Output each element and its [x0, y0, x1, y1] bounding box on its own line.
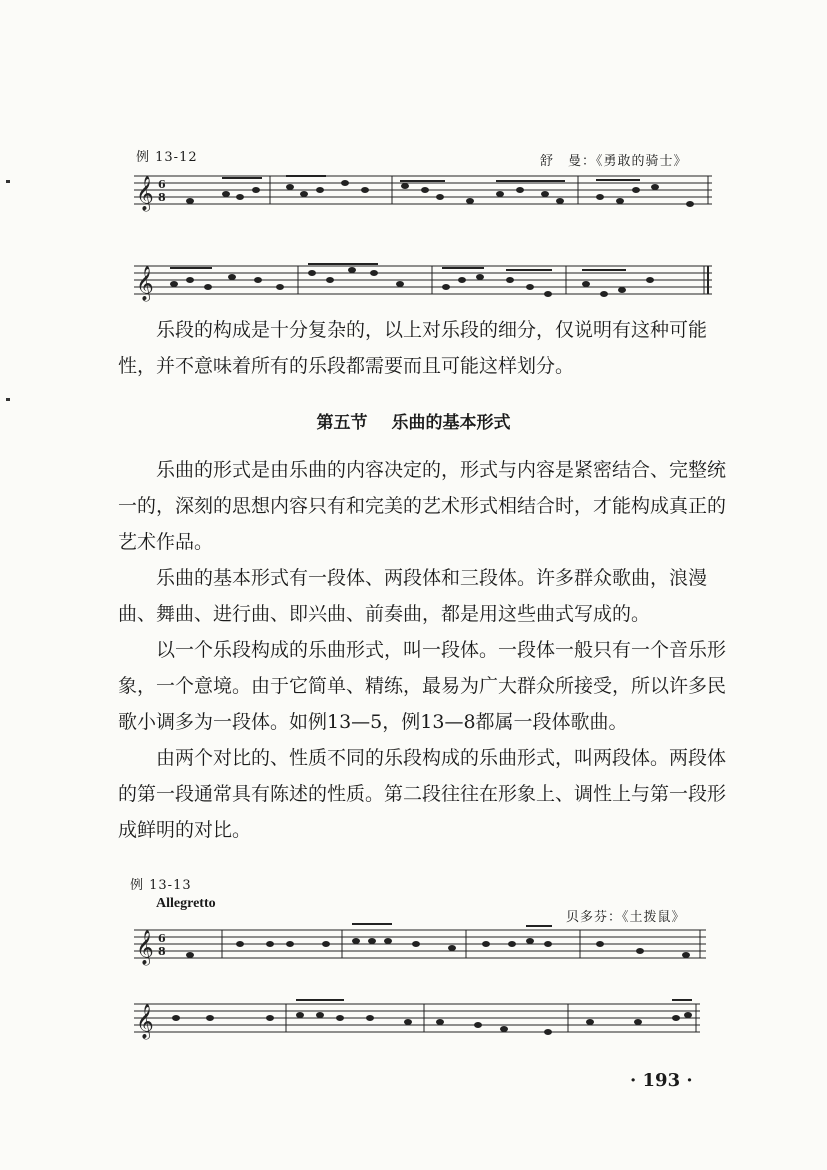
example-label-2: 例 13-13 — [130, 878, 192, 893]
example-attribution: 舒 曼：《勇敢的骑士》 — [540, 154, 688, 169]
staff-3 — [134, 924, 706, 966]
svg-text:8: 8 — [158, 945, 166, 958]
section-title: 乐曲的基本形式 — [391, 413, 511, 433]
staff-2 — [134, 264, 712, 302]
svg-text:𝄞: 𝄞 — [136, 1004, 154, 1039]
paragraph-form-content: 乐曲的形式是由乐曲的内容决定的，形式与内容是紧密结合、完整统一的，深刻的思想内容只有和完美的艺术形式相结合时，才能构成真正的艺术作品。 — [118, 459, 727, 553]
svg-text:6: 6 — [158, 178, 166, 191]
paragraph-one-part-form: 以一个乐段构成的乐曲形式，叫一段体。一段体一般只有一个音乐形象，一个意境。由于它简单、精练，最易为广大群众所接受，所以许多民歌小调多为一段体。如例13—5，例13—8都属一段体歌曲。 — [118, 639, 727, 733]
svg-text:𝄞: 𝄞 — [136, 930, 154, 965]
svg-text:𝄞: 𝄞 — [136, 266, 154, 301]
staff-1 — [134, 176, 712, 212]
example-label: 例 13-12 — [136, 150, 198, 165]
scan-speck — [6, 180, 10, 183]
scan-speck — [6, 398, 10, 401]
paragraph-two-part-form: 由两个对比的、性质不同的乐段构成的乐曲形式，叫两段体。两段体的第一段通常具有陈述的性质。第二段往往在形象上、调性上与第一段形成鲜明的对比。 — [118, 747, 727, 841]
svg-text:𝄞: 𝄞 — [136, 176, 154, 211]
svg-text:8: 8 — [158, 191, 166, 204]
page-number: · 193 · — [630, 1070, 693, 1091]
paragraph-text: 乐段的构成是十分复杂的，以上对乐段的细分，仅说明有这种可能性，并不意味着所有的乐段都需要而且可能这样划分。 — [118, 319, 708, 377]
section-number: 第五节 — [316, 413, 368, 433]
staff-4 — [134, 1000, 700, 1040]
example-attribution-2: 贝多芬：《土拨鼠》 — [566, 910, 686, 925]
body-paragraphs — [118, 452, 728, 848]
tempo-marking: Allegretto — [156, 896, 216, 911]
paragraph-segment-division — [118, 312, 728, 384]
svg-text:6: 6 — [158, 932, 166, 945]
paragraph-basic-forms: 乐曲的基本形式有一段体、两段体和三段体。许多群众歌曲，浪漫曲、舞曲、进行曲、即兴曲、前奏曲，都是用这些曲式写成的。 — [118, 567, 708, 625]
section-heading — [0, 408, 827, 433]
